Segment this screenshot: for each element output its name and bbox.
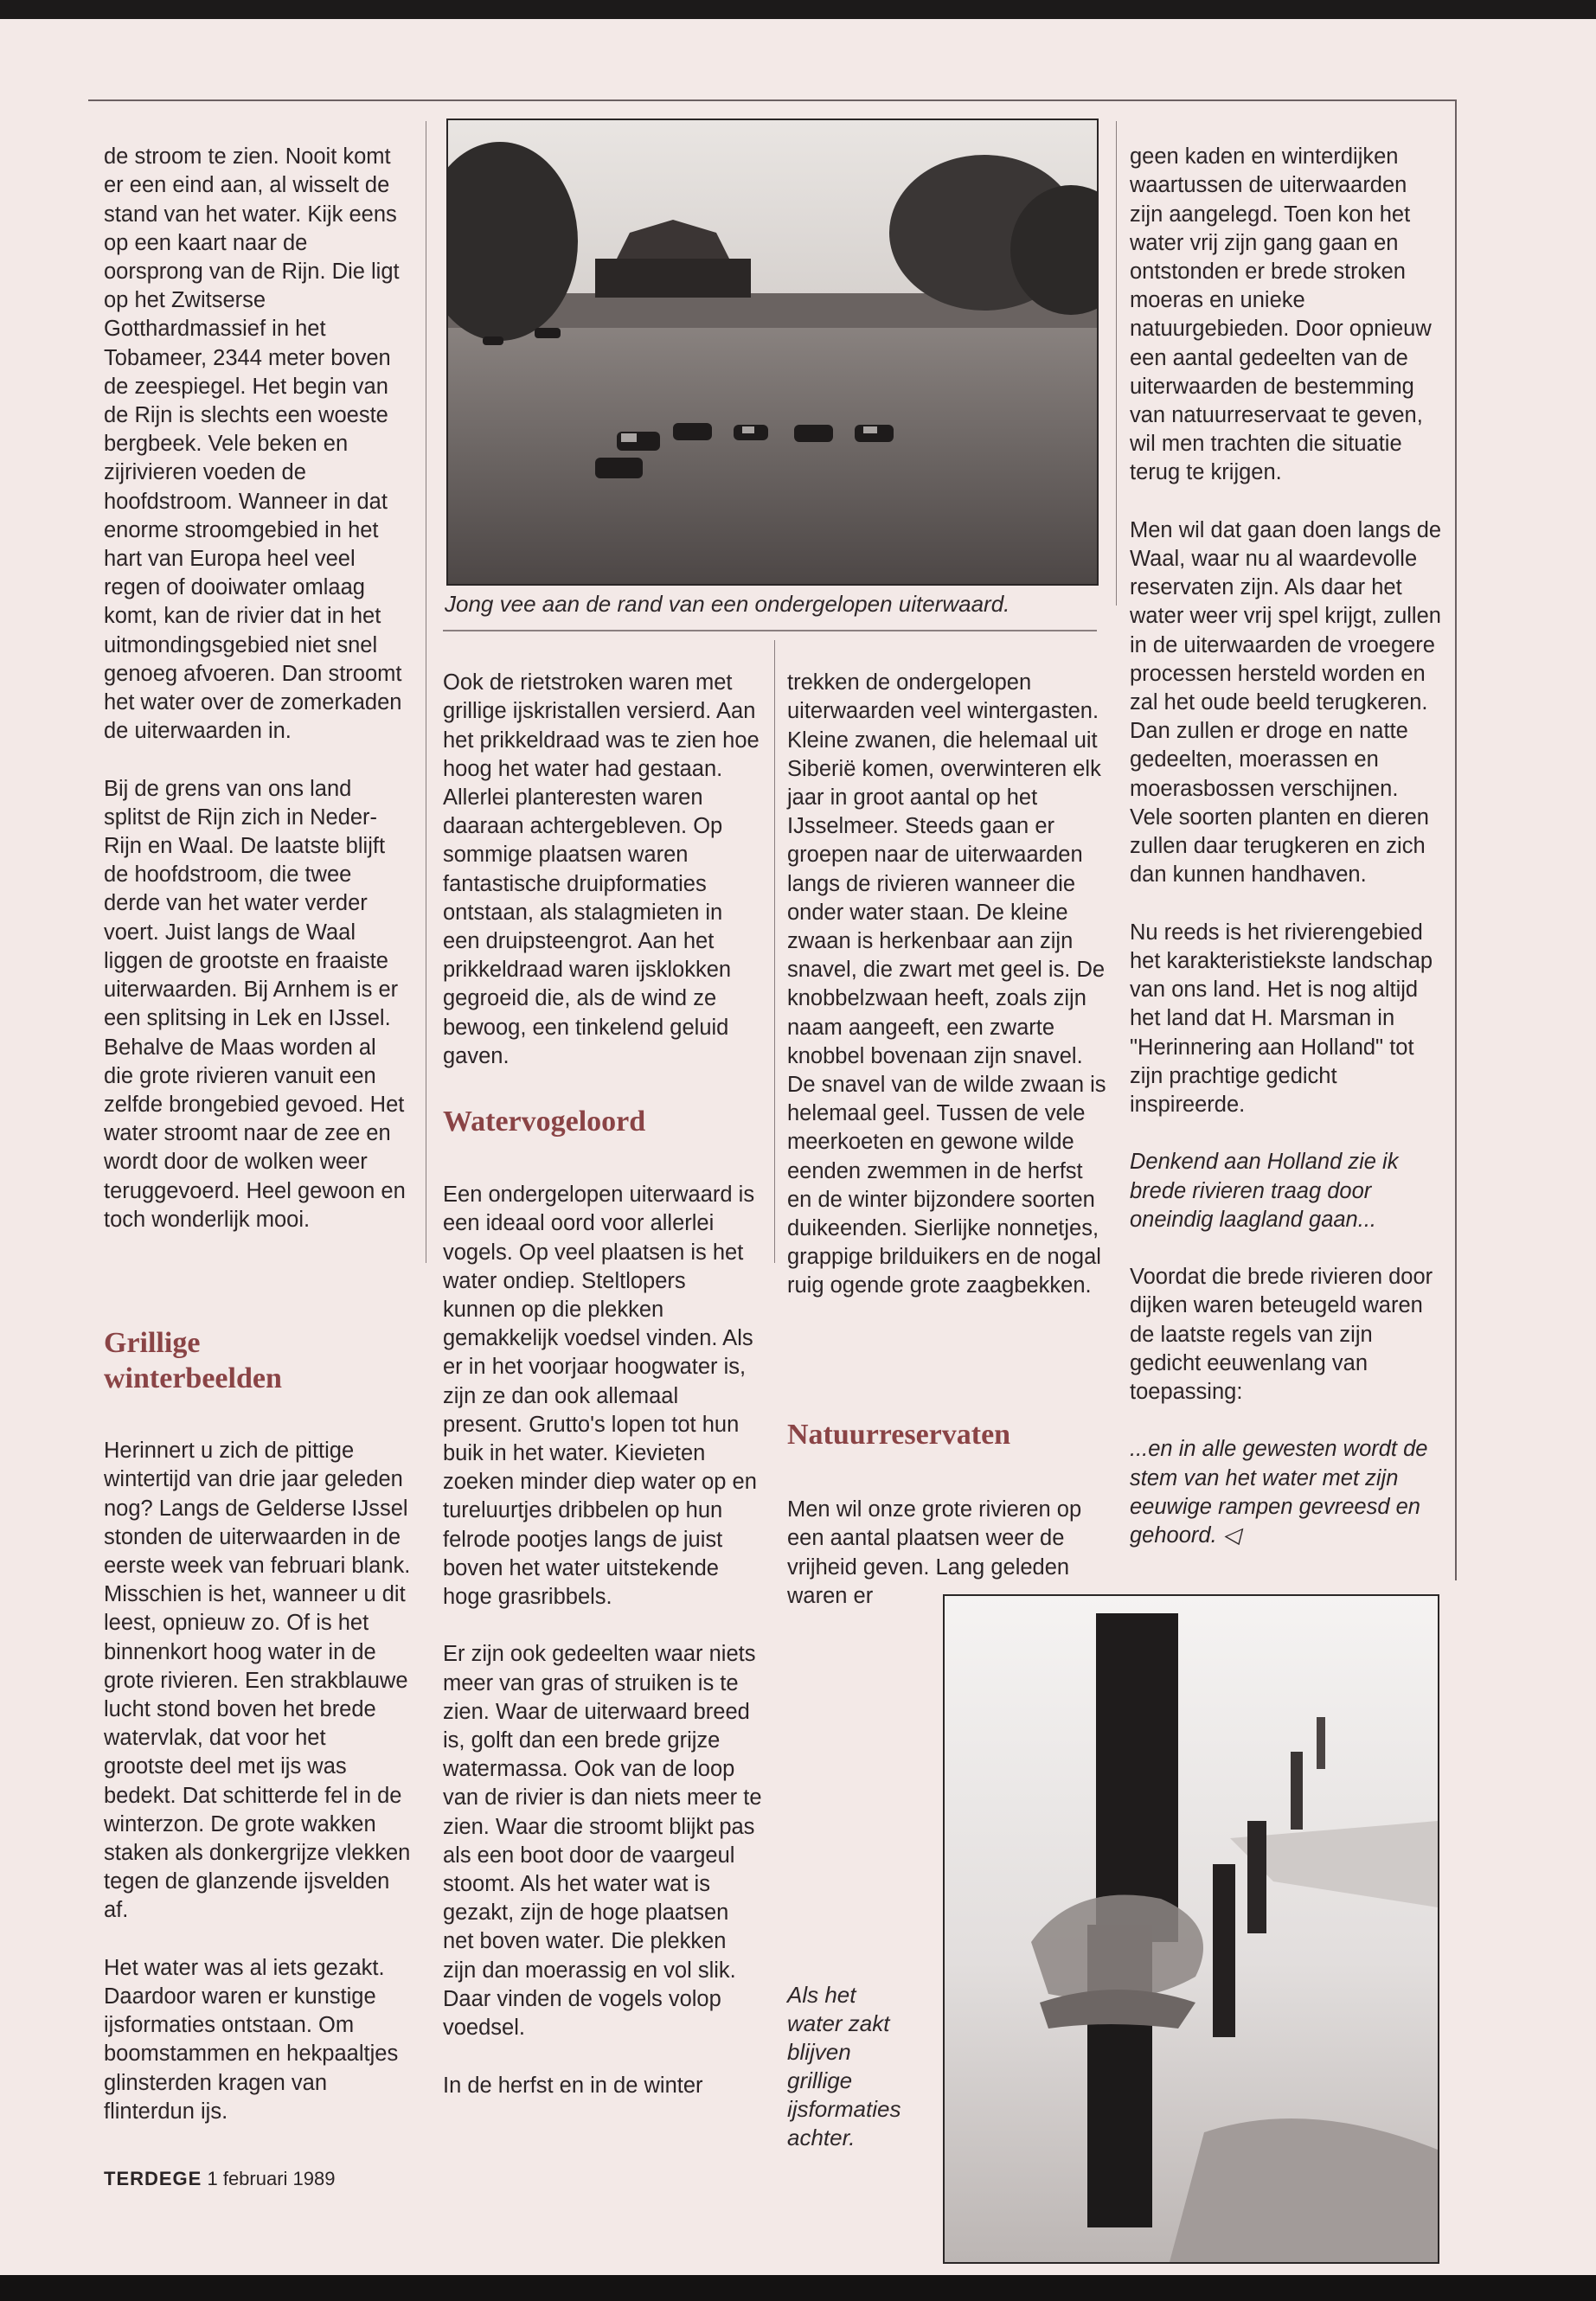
photo-ice-fence-posts <box>943 1594 1439 2264</box>
col1-paragraph-4: Het water was al iets gezakt. Daardoor waren er kunstige ijsformaties ontstaan. Om boomstammen en hekpaaltjes glinsterden kragen van flinterdun ijs. <box>104 1955 399 2124</box>
column-1 <box>104 114 411 1263</box>
column-rule-3 <box>1116 121 1117 606</box>
heading-watervogeloord: Watervogeloord <box>443 1106 646 1138</box>
col4-paragraph-3: Nu reeds is het rivierengebied het karakteristiekste landschap van ons land. Het is nog altijd het land dat H. Marsman in "Herinnering aan Holland" tot zijn prachtige gedicht inspireerde. <box>1130 920 1433 1117</box>
column-rule-2 <box>774 640 775 1263</box>
photo-cows-caption: Jong vee aan de rand van een ondergelopen uiterwaard. <box>445 591 1010 617</box>
col1-paragraph-1: de stroom te zien. Nooit komt er een eind aan, al wisselt de stand van het water. Kijk eens op een kaart naar de oorsprong van de Rijn. Die ligt op het Zwitserse Gotthardmassief in het Tobameer, 2344 meter boven de zeespiegel. Het begin van de Rijn is slechts een woeste bergbeek. Vele beken en zijrivieren voeden de hoofdstroom. Wanneer in dat enorme stroomgebied in het hart van Europa heel veel regen of dooiwater omlaag komt, kan de rivier dat in het uitmondingsgebied niet snel genoeg afvoeren. Dan stroomt het water over de zomerkaden de uiterwaarden in. <box>104 144 402 744</box>
col2-paragraph-3: Er zijn ook gedeelten waar niets meer van gras of struiken is te zien. Waar de uiterwaard breed is, golft dan een brede grijze watermassa. Ook van de loop van de rivier is dan niets meer te zien. Waar die stroomt blijkt pas als een boot door de vaargeul stoomt. Als het water wat is gezakt, zijn de hoge plaatsen net boven water. Die plekken zijn dan moerassig en vol slik. Daar vinden de vogels volop voedsel. <box>443 1642 762 2041</box>
top-border <box>0 0 1596 19</box>
poem-fragment-2-text: ...en in alle gewesten wordt de stem van het water met zijn eeuwige rampen gevreesd en gehoord. <box>1130 1437 1428 1548</box>
end-mark-icon: ◁ <box>1222 1522 1240 1548</box>
page-footer <box>104 2168 335 2190</box>
heading-grillige-winterbeelden: Grillige winterbeelden <box>104 1327 282 1394</box>
col2-paragraph-1: Ook de rietstroken waren met grillige ijskristallen versierd. Aan het prikkeldraad was te zien hoe hoog het water had gestaan. Allerlei planteresten waren daaraan achtergebleven. Op sommige plaatsen waren fantastische druipformaties ontstaan, als stalagmieten in een druipsteengrot. Aan het prikkeldraad waren ijsklokken gegroeid die, als de wind ze bewoog, een tinkelend geluid gaven. <box>443 670 760 1068</box>
column-2-bottom <box>443 1152 763 2129</box>
footer-magazine: TERDEGE <box>104 2168 202 2189</box>
photo-ice-caption: Als het water zakt blijven grillige ijsformaties achter. <box>787 1982 901 2150</box>
column-1-bottom <box>104 1408 411 2155</box>
col3-paragraph-2: Men wil onze grote rivieren op een aantal plaatsen weer de vrijheid geven. Lang geleden waren er <box>787 1497 1082 1608</box>
col1-paragraph-3: Herinnert u zich de pittige wintertijd van drie jaar geleden nog? Langs de Gelderse IJssel stonden de uiterwaarden in de eerste week van februari blank. Misschien is het, wanneer u dit leest, opnieuw zo. Of is het binnenkort hoog water in de grote rivieren. Een strakblauwe lucht stond boven het brede watervlak, dat voor het grootste deel met ijs was bedekt. Dat schitterde fel in de winterzon. De grote wakken staken als donkergrijze vlekken tegen de glanzende ijsvelden af. <box>104 1439 411 1923</box>
col4-paragraph-2: Men wil dat gaan doen langs de Waal, waar nu al waardevolle reservaten zijn. Als daar het water weer vrij spel krijgt, zullen in de uiterwaarden de vroegere processen hersteld worden en zal het oude beeld terugkeren. Dan zullen er droge en natte gedeelten, moerassen en moerasbossen verschijnen. Vele soorten planten en dieren zullen daar terugkeren en zich dan kunnen handhaven. <box>1130 517 1442 888</box>
column-2 <box>443 640 763 1099</box>
col4-paragraph-4: Voordat die brede rivieren door dijken waren beteugeld waren de laatste regels van zijn gedicht eeuwenlang van toepassing: <box>1130 1265 1433 1404</box>
col2-paragraph-2: Een ondergelopen uiterwaard is een ideaal oord voor allerlei vogels. Op veel plaatsen is het water ondiep. Steltlopers kunnen op die plekken gemakkelijk voedsel vinden. Als er in het voorjaar hoogwater is, zijn ze dan ook allemaal present. Grutto's lopen tot hun buik in het water. Kievieten zoeken minder diep water op en tureluurtjes dribbelen op hun felrode pootjes langs de juist boven het water uitstekende hoge grasribbels. <box>443 1183 757 1610</box>
photo-cows-floodplain <box>446 119 1099 586</box>
col3-paragraph-1: trekken de ondergelopen uiterwaarden veel wintergasten. Kleine zwanen, die helemaal uit Siberië komen, overwinteren elk jaar in groot aantal op het IJsselmeer. Steeds gaan er groepen naar de uiterwaarden langs de rivieren wanneer die onder water staan. De kleine zwaan is herkenbaar aan zijn snavel, die zwart met geel is. De knobbelzwaan heeft, zoals zijn naam aangeeft, een zwarte knobbel bovenaan zijn snavel. De snavel van de wilde zwaan is helemaal geel. Tussen de vele meerkoeten en gewone wilde eenden zwemmen in de herfst en de winter bijzondere soorten duikeenden. Sierlijke nonnetjes, grappige brilduikers en de nogal ruig ogende grote zaagbekken. <box>787 670 1106 1298</box>
footer-date: 1 februari 1989 <box>207 2168 336 2189</box>
heading-natuurreservaten: Natuurreservaten <box>787 1419 1011 1451</box>
bottom-border <box>0 2275 1596 2301</box>
col4-paragraph-1: geen kaden en winterdijken waartussen de uiterwaarden zijn aangelegd. Toen kon het water vrij zijn gang gaan en ontstonden er brede stroken moeras en unieke natuurgebieden. Door opnieuw een aantal gedeelten van de uiterwaarden de bestemming van natuurreservaat te geven, wil men trachten die situatie terug te krijgen. <box>1130 144 1432 485</box>
poem-fragment-2 <box>1130 1435 1445 1550</box>
column-4 <box>1130 114 1445 1579</box>
column-3 <box>787 640 1107 1330</box>
col2-paragraph-4: In de herfst en in de winter <box>443 2073 703 2098</box>
col1-paragraph-2: Bij de grens van ons land splitst de Rijn zich in Neder-Rijn en Waal. De laatste blijft de hoofdstroom, die twee derde van het water verder voert. Juist langs de Waal liggen de grootste en fraaiste uiterwaarden. Bij Arnhem is er een splitsing in Lek en IJssel. Behalve de Maas worden al die grote rivieren vanuit een zelfde brongebied gevoed. Het water stroomt naar de zee en wordt door de wolken weer teruggevoerd. Heel gewoon en toch wonderlijk mooi. <box>104 776 406 1232</box>
poem-fragment-1: Denkend aan Holland zie ik brede rivieren traag door oneindig laagland gaan... <box>1130 1150 1399 1232</box>
caption-rule <box>443 630 1097 631</box>
